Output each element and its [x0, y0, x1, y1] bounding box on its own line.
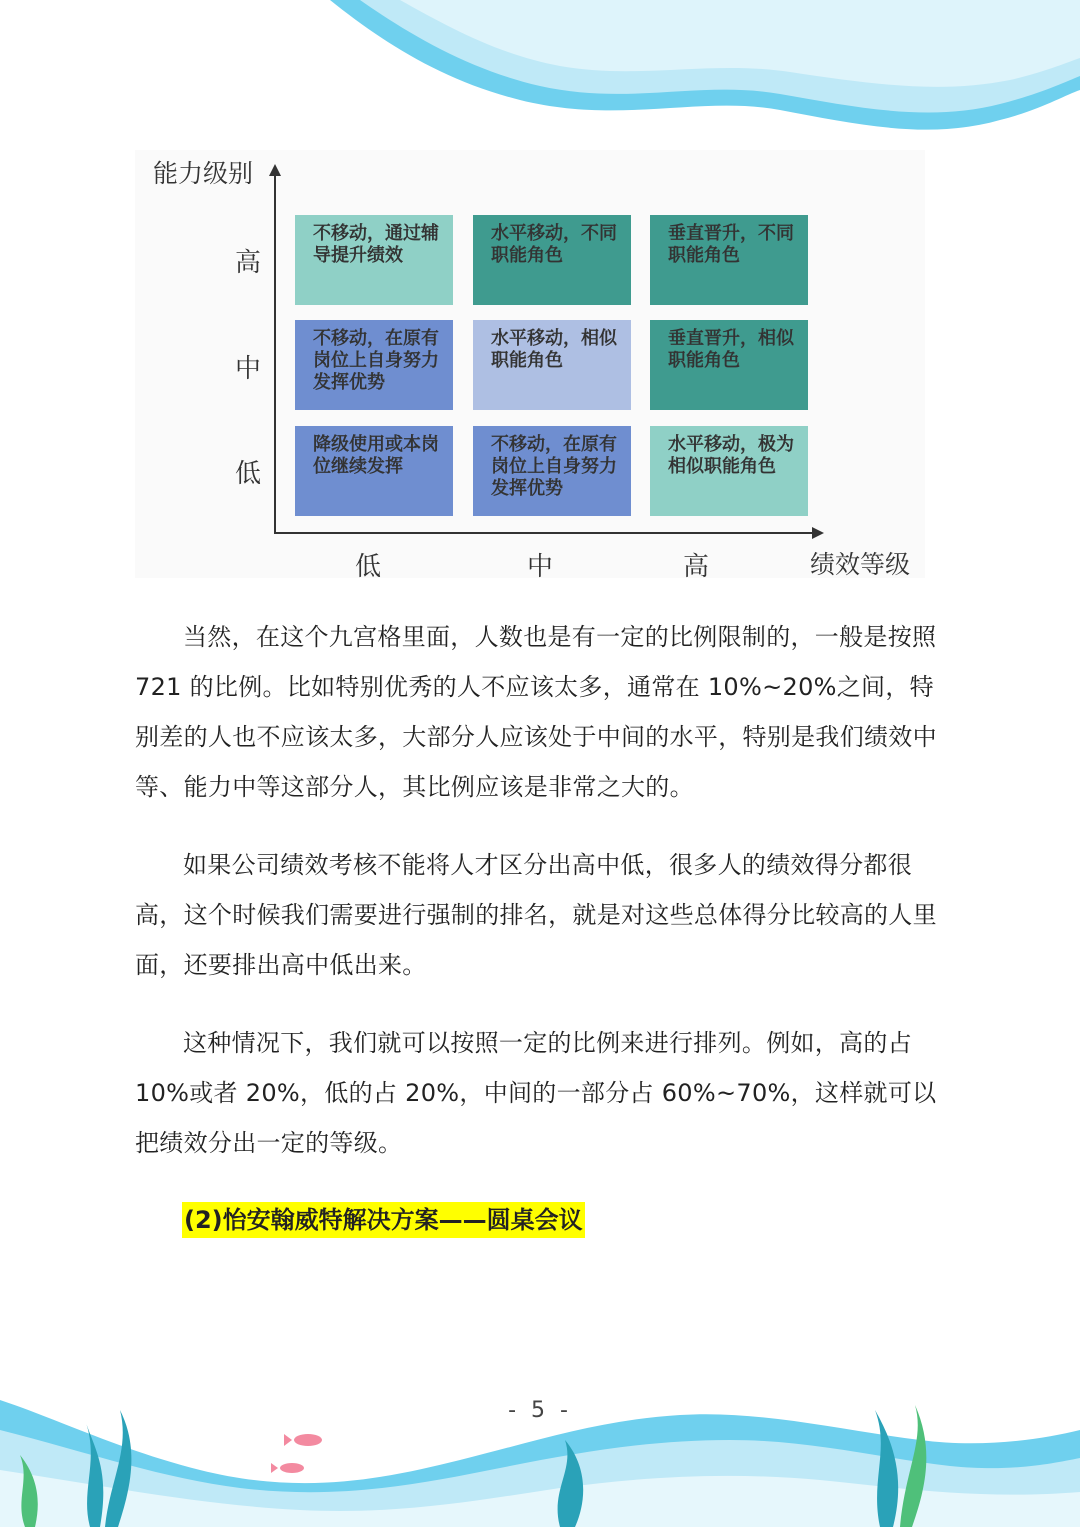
y-label-mid: 中	[235, 354, 262, 384]
section-heading: (2)怡安翰威特解决方案——圆桌会议	[182, 1202, 585, 1238]
x-label-high: 高	[683, 552, 710, 582]
x-axis-title: 绩效等级	[810, 550, 911, 579]
bottom-wave-decoration	[0, 1360, 1080, 1527]
grid-cell-high-high: 垂直晋升，不同职能角色	[650, 215, 808, 305]
grid-cell-mid-low: 不移动，在原有岗位上自身努力发挥优势	[295, 320, 453, 410]
paragraph-1: 当然，在这个九宫格里面，人数也是有一定的比例限制的，一般是按照 721 的比例。比如特别优秀的人不应该太多，通常在 10%~20%之间，特别差的人也不应该太多，大部分人应该处于中间的水平，特别是我们绩效中等、能力中等这部分人，其比例应该是非常之大的。	[135, 623, 937, 801]
grid-cell-low-high: 水平移动，极为相似职能角色	[650, 426, 808, 516]
grid-cell-high-mid: 水平移动，不同职能角色	[473, 215, 631, 305]
y-axis-title: 能力级别	[153, 159, 254, 188]
grid-cell-low-low: 降级使用或本岗位继续发挥	[295, 426, 453, 516]
paragraph-2: 如果公司绩效考核不能将人才区分出高中低，很多人的绩效得分都很高，这个时候我们需要进行强制的排名，就是对这些总体得分比较高的人里面，还要排出高中低出来。	[135, 851, 937, 979]
x-label-low: 低	[355, 552, 382, 582]
grid-cell-mid-high: 垂直晋升，相似职能角色	[650, 320, 808, 410]
fish-icon	[271, 1434, 322, 1473]
y-label-high: 高	[235, 248, 262, 278]
grid-cell-mid-mid: 水平移动，相似职能角色	[473, 320, 631, 410]
grid-cell-low-mid: 不移动，在原有岗位上自身努力发挥优势	[473, 426, 631, 516]
nine-box-grid-diagram	[135, 150, 925, 582]
y-axis-line	[274, 172, 276, 534]
x-axis-line	[274, 532, 814, 534]
page-number: - 5 -	[508, 1398, 572, 1423]
y-label-low: 低	[235, 459, 262, 489]
x-axis-arrow-icon	[812, 527, 824, 539]
paragraph-3: 这种情况下，我们就可以按照一定的比例来进行排列。例如，高的占 10%或者 20%，低的占 20%，中间的一部分占 60%~70%，这样就可以把绩效分出一定的等级。	[135, 1029, 937, 1157]
grid-cell-high-low: 不移动，通过辅导提升绩效	[295, 215, 453, 305]
x-label-mid: 中	[527, 552, 554, 582]
top-wave-decoration	[0, 0, 1080, 150]
